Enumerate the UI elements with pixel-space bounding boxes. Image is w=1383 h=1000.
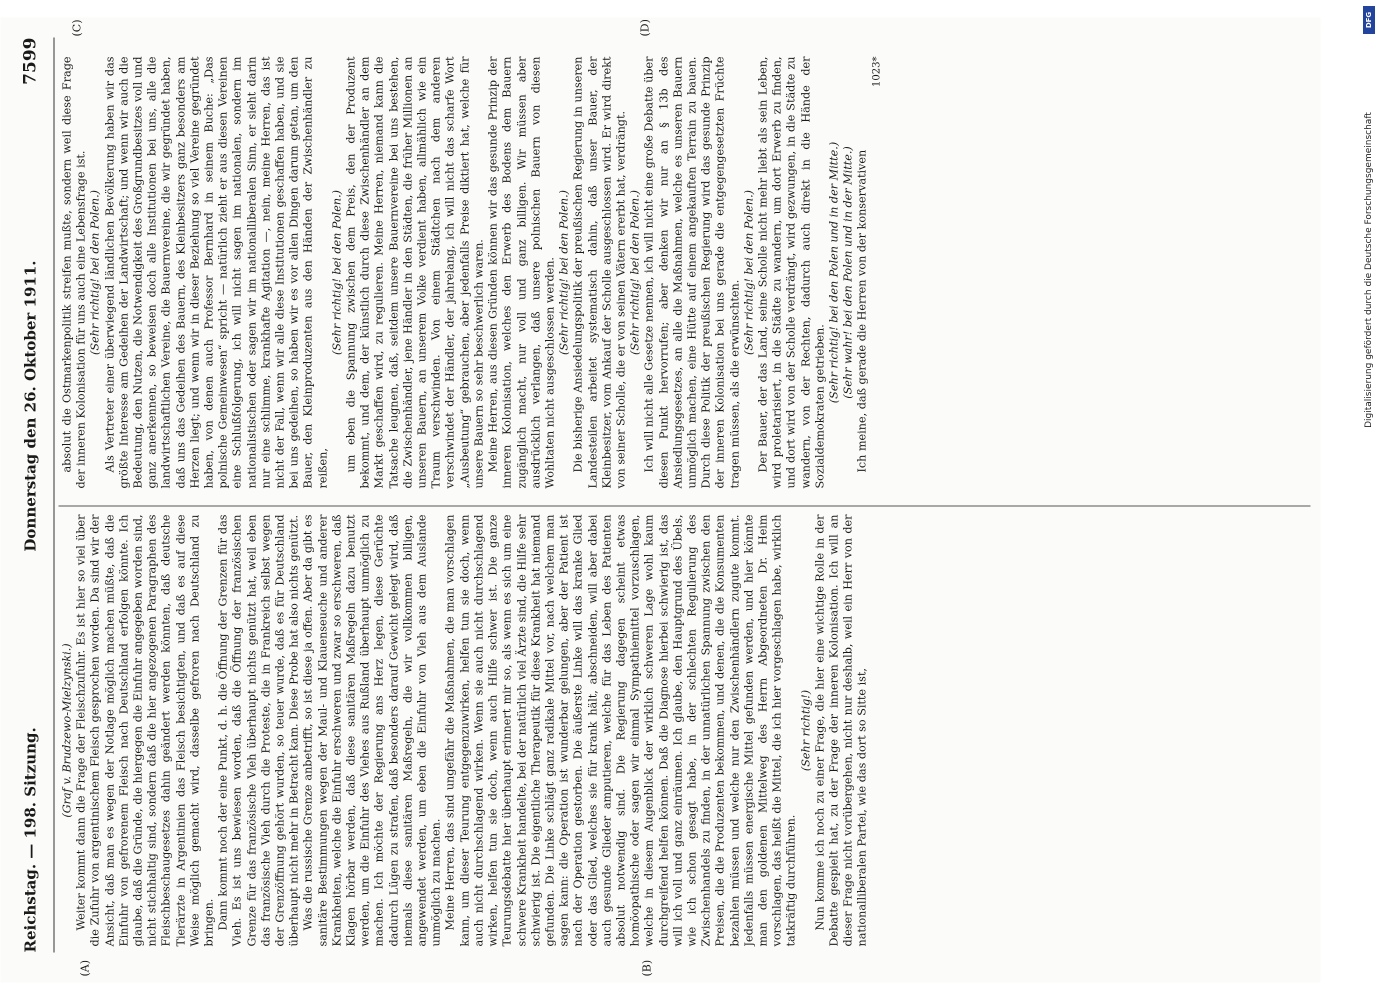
speaker-line: (Graf v. Brudzewo-Mielzynski.)	[60, 643, 74, 818]
margin-mark-c: (C)	[70, 19, 84, 37]
interjection: (Sehr richtig! bei den Polen und in der Mitte.)	[827, 141, 841, 404]
paragraph: Dann kommt noch der eine Punkt, d. h. die Öffnung der Grenzen für das Vieh. Es ist uns bewiesen worden, daß die Öffnung der französischen Grenze für das französische Vieh überhaupt nichts genützt hat, weil eben das französische Vieh durch die Proteste, die in Frankreich selbst wegen der Grenzöffnung gehört wurden, so teuer wurde, daß es für Deutschland überhaupt nicht mehr in Betracht kam. Diese Probe hat also nichts genützt.	[216, 514, 301, 947]
interjection: (Sehr richtig! bei den Polen.)	[742, 189, 756, 356]
header-rule	[54, 38, 55, 953]
header-date: Donnerstag den 26. Oktober 1911.	[21, 260, 40, 552]
interjection: (Sehr richtig! bei den Polen.)	[557, 189, 571, 356]
page-header	[11, 38, 51, 953]
interjection: (Sehr richtig! bei den Polen.)	[88, 189, 102, 356]
page-number: 7599	[20, 37, 41, 85]
margin-mark-d: (D)	[638, 19, 652, 37]
paragraph: Ich will nicht alle Gesetze nennen, ich will nicht eine große Debatte über diesen Punkt hervorrufen; aber denken wir nur an § 13b des Ansiedlungsgesetzes, an alle die Maßnahmen, welche es unseren Bauern unmöglich machen, eine Hütte auf einem angekauften Terrain zu bauen. Durch diese Politik der preußischen Regierung wird das gesunde Prinzip der inneren Kolonisation bei uns gerade die entgegengesetzten Früchte tragen müssen, als die erwünschten.	[642, 56, 742, 489]
interjection: (Sehr richtig! bei den Polen.)	[628, 189, 642, 356]
paragraph: absolut die Ostmarkenpolitik streifen mußte, sondern weil diese Frage der inneren Kolonisation für uns auch eine Lebensfrage ist.	[60, 56, 88, 489]
paragraph: Ich meine, daß gerade die Herren von der konservativen	[855, 149, 869, 473]
scanned-page	[1, 18, 1321, 983]
paragraph: Der Bauer, der das Land, seine Scholle nicht mehr liebt als sein Leben, wird proletarisiert, in die Städte zu wandern, um dort Erwerb zu finden, und dort wird von der Scholle verdrängt, wird gezwungen, in die Städte zu wandern, von der Rechten, dadurch auch direkt in die Hände der Sozialdemokraten getrieben.	[756, 56, 827, 489]
margin-mark-b: (B)	[640, 959, 654, 977]
margin-mark-a: (A)	[78, 959, 92, 977]
credit-text: Digitalisierung gefördert durch die Deutsche Forschungsgemeinschaft	[1364, 112, 1374, 428]
column-divider	[59, 506, 1311, 507]
paragraph: Meine Herren, das sind ungefähr die Maßnahmen, die man vorschlagen kann, um dieser Teurung entgegenzuwirken, helfen tun sie doch, wenn auch nicht durchschlagend wirken. Wenn sie auch nicht durchschlagend wirken, helfen tun sie doch, wenn auch Hilfe schwer ist. Die ganze Teurungsdebatte hier überhaupt erinnert mir so, als wenn es sich um eine schwere Krankheit handelte, bei der natürlich viel Ärzte sind, die Hilfe sehr schwierig ist. Die eigentliche Therapeutik für diese Krankheit hat niemand gefunden. Die Linke schlägt ganz radikale Mittel vor, nach welchem man sagen kann: die Operation ist wunderbar gelungen, aber der Patient ist nach der Operation gestorben. Die äußerste Linke will das kranke Glied oder das Glied, welches sie für krank hält, abschneiden, will aber dabei auch gesunde Glieder amputieren, welche für das Leben des Patienten absolut notwendig sind. Die Regierung dagegen scheint etwas homöopathische oder sagen wir einmal Sympathiemittel vorzuschlagen, welche in diesem Augenblick der wirklich schweren Lage wohl kaum durchgreifend helfen können. Daß die Diagnose hierbei schwierig ist, das will ich voll und ganz einräumen. Ich glaube, den Hauptgrund des Übels, wie ich schon gesagt habe, in der schlechten Regulierung des Zwischenhandels zu finden, in der unnatürlichen Spannung zwischen den Preisen, die die Produzenten bekommen, und denen, die die Konsumenten bezahlen müssen und welche nur den Zwischenhändlern zugute kommt. Jedenfalls müssen energische Mittel gefunden werden, und hier könnte man den goldenen Mittelweg des Herrn Abgeordneten Dr. Heim vorschlagen, das heißt die Mittel, die ich hier vorgeschlagen habe, wirklich tatkräftig durchführen.	[443, 514, 798, 947]
paragraph: Als Vertreter einer überwiegend ländlichen Bevölkerung haben wir das größte Interesse am Gedeihen der Landwirtschaft; und wenn wir auch die Bedeutung, den Nutzen, die Notwendigkeit des Großgrundbesitzes voll und ganz anerkennen, so beweisen doch alle Institutionen bei uns, alle die landwirtschaftlichen Vereine, die Bauernvereine, die wir gegründet haben, daß uns das Gedeihen des Bauern, des Kleinbesitzers ganz besonders am Herzen liegt; und wenn wir in dieser Beziehung so viel Vereine gegründet haben, von denen auch Professor Bernhard in seinem Buche: „Das polnische Gemeinwesen“ spricht — natürlich zieht er aus diesen Vereinen eine Schlußfolgerung, ich will nicht sagen im nationalen, sondern im nationalistischen oder sagen wir im nationalliberalen Sinn, er sieht darin nur eine schlimme, krankhafte Agitation —, nein, meine Herren, das ist nicht der Fall, wenn wir alle diese Institutionen geschaffen haben, und sie bei uns gedeihen, so haben wir es vor allen Dingen darum getan, um den Bauer, den Kleinproduzenten aus den Händen der Zwischenhändler zu reißen,	[103, 56, 330, 489]
interjection: (Sehr richtig! bei den Polen.)	[330, 189, 344, 356]
paragraph: Nun komme ich noch zu einer Frage, die hier eine wichtige Rolle in der Debatte gespielt hat, zu der Frage der inneren Kolonisation. Ich will an dieser Frage nicht vorübergehen, nicht nur deshalb, weil ein Herr von der nationalliberalen Partei, wie das dort so Sitte ist,	[813, 514, 869, 947]
interjection: (Sehr richtig!)	[799, 689, 813, 772]
paragraph: Was die russische Grenze anbetrifft, so ist diese ja offen. Aber da gibt es sanitäre Bestimmungen wegen der Maul- und Klauenseuche und anderer Krankheiten, welche die Einfuhr erschweren und zwar so erschweren, daß Klagen hörbar werden, daß diese sanitären Maßregeln dazu benutzt werden, um die Einfuhr des Viehes aus Rußland überhaupt unmöglich zu machen. Ich möchte der Regierung ans Herz legen, diese Gerüchte dadurch Lügen zu strafen, daß besonders darauf Gewicht gelegt wird, daß niemals diese sanitären Maßregeln, die wir vollkommen billigen, angewendet werden, um eben die Einfuhr von Vieh aus dem Auslande unmöglich zu machen.	[301, 514, 443, 947]
right-column	[61, 57, 1311, 489]
paragraph: Meine Herren, aus diesen Gründen können wir das gesunde Prinzip der inneren Kolonisation, welches den Erwerb des Bodens dem Bauern zugänglich macht, nur voll und ganz billigen. Wir müssen aber ausdrücklich verlangen, daß unsere polnischen Bauern von diesen Wohltaten nicht ausgeschlossen werden.	[486, 56, 557, 489]
interjection: (Sehr wahr! bei den Polen und in der Mitte.)	[841, 146, 855, 399]
sheet-signature: 1023*	[871, 56, 883, 87]
paragraph: Weiter kommt dann die Frage der Fleischzufuhr. Es ist hier so viel über die Zufuhr von argentinischem Fleisch gesprochen worden. Da sind wir der Ansicht, daß man es wegen der Notlage möglich machen müßte, daß die Einfuhr von gefrorenem Fleisch nach Deutschland erfolgen könnte. Ich glaube, daß die Gründe, die hiergegen die Einfuhr angegeben worden sind, nicht stichhaltig sind, sondern daß die hier angezogenen Paragraphen des Fleischbeschaugesetzes dahin geändert werden könnten, daß deutsche Tierärzte in Argentinien das Fleisch besichtigten, und daß es auf diese Weise möglich gemacht wird, dasselbe gefroren nach Deutschland zu bringen.	[74, 514, 216, 947]
dfg-logo: DFG	[1363, 6, 1375, 34]
paragraph: Die bisherige Ansiedelungspolitik der preußischen Regierung in unseren Landesteilen arbeitet systematisch dahin, daß unser Bauer, der Kleinbesitzer, vom Ankauf der Scholle ausgeschlossen wird. Er wird direkt von seiner Scholle, die er von seinen Vätern ererbt hat, verdrängt.	[571, 56, 628, 489]
header-left: Reichstag. — 198. Sitzung.	[21, 727, 40, 953]
digitization-credit	[1363, 0, 1377, 1000]
paragraph: um eben die Spannung zwischen dem Preis, den der Produzent bekommt, und dem, der künstlich durch diese Zwischenhändler an dem Markt geschaffen wird, zu regulieren. Meine Herren, niemand kann die Tatsache leugnen, daß, seitdem unsere Bauernvereine bei uns bestehen, die Zwischenhändler, jene Händler in den Städten, die früher Millionen an unseren Bauern, an unserem Volke verdient haben, allmählich wie ein Traum verschwinden. Von einem Städtchen nach dem anderen verschwindet der Händler, der jahrelang, ich will nicht das scharfe Wort „Ausbeutung“ gebrauchen, aber jedenfalls Preise diktiert hat, welche für unsere Bauern so sehr beschwerlich waren.	[344, 56, 486, 489]
left-column	[61, 515, 1311, 947]
